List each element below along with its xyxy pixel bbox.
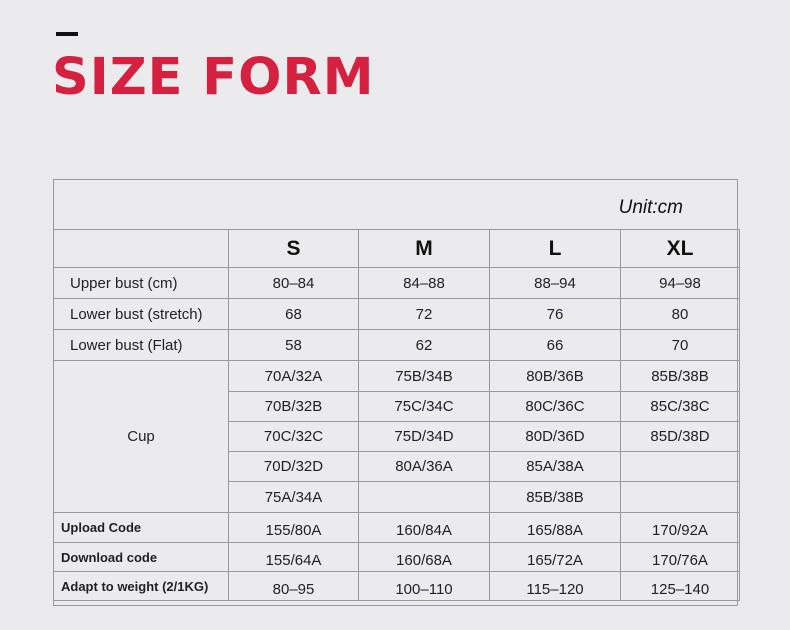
table-row	[54, 572, 740, 601]
table-row	[54, 513, 740, 543]
table-cell: 58	[229, 330, 359, 361]
table-cell: 165/88A	[490, 513, 621, 543]
table-cell: 75A/34A	[229, 482, 359, 513]
table-cell	[621, 482, 740, 513]
row-label-download-code: Download code	[54, 543, 229, 572]
row-label-lower-bust-stretch: Lower bust (stretch)	[54, 299, 229, 330]
table-cell: 70C/32C	[229, 422, 359, 452]
unit-label: Unit:cm	[618, 197, 683, 218]
row-label-adapt-weight: Adapt to weight (2/1KG)	[54, 572, 229, 601]
table-cell: 155/80A	[229, 513, 359, 543]
table-cell: 85C/38C	[621, 392, 740, 422]
size-s-header: S	[229, 230, 359, 268]
table-row	[54, 268, 740, 299]
table-cell: 94–98	[621, 268, 740, 299]
table-cell: 155/64A	[229, 543, 359, 572]
table-cell: 80C/36C	[490, 392, 621, 422]
table-cell: 170/92A	[621, 513, 740, 543]
table-cell: 80–84	[229, 268, 359, 299]
table-cell: 100–110	[359, 572, 490, 601]
unit-row	[54, 180, 737, 230]
page-title: SIZE FORM	[52, 48, 375, 107]
size-m-header: M	[359, 230, 490, 268]
table-row	[54, 299, 740, 330]
row-label-cup: Cup	[54, 361, 229, 513]
table-cell: 125–140	[621, 572, 740, 601]
table-cell: 62	[359, 330, 490, 361]
table-row	[54, 361, 740, 392]
table-cell: 70B/32B	[229, 392, 359, 422]
size-xl-header: XL	[621, 230, 740, 268]
table-cell: 84–88	[359, 268, 490, 299]
table-cell: 160/84A	[359, 513, 490, 543]
table-cell	[359, 482, 490, 513]
table-cell: 70A/32A	[229, 361, 359, 392]
table-cell: 80A/36A	[359, 452, 490, 482]
size-header-row	[54, 230, 740, 268]
table-cell: 75C/34C	[359, 392, 490, 422]
table-cell: 85B/38B	[621, 361, 740, 392]
table-cell: 80	[621, 299, 740, 330]
table-cell: 85B/38B	[490, 482, 621, 513]
table-cell	[621, 452, 740, 482]
table-cell: 70D/32D	[229, 452, 359, 482]
table-cell: 115–120	[490, 572, 621, 601]
table-cell: 160/68A	[359, 543, 490, 572]
size-table-frame	[53, 179, 738, 606]
size-l-header: L	[490, 230, 621, 268]
table-cell: 80B/36B	[490, 361, 621, 392]
table-cell: 170/76A	[621, 543, 740, 572]
size-table	[53, 229, 740, 601]
table-cell: 165/72A	[490, 543, 621, 572]
table-cell: 80D/36D	[490, 422, 621, 452]
table-cell: 70	[621, 330, 740, 361]
table-cell: 85A/38A	[490, 452, 621, 482]
table-cell: 66	[490, 330, 621, 361]
row-label-upload-code: Upload Code	[54, 513, 229, 543]
table-cell: 72	[359, 299, 490, 330]
table-cell: 68	[229, 299, 359, 330]
table-cell: 85D/38D	[621, 422, 740, 452]
table-row	[54, 330, 740, 361]
table-row	[54, 543, 740, 572]
row-label-upper-bust: Upper bust (cm)	[54, 268, 229, 299]
header-blank-cell	[54, 230, 229, 268]
title-dash	[56, 32, 78, 36]
row-label-lower-bust-flat: Lower bust (Flat)	[54, 330, 229, 361]
table-cell: 76	[490, 299, 621, 330]
table-cell: 75B/34B	[359, 361, 490, 392]
table-cell: 75D/34D	[359, 422, 490, 452]
table-cell: 88–94	[490, 268, 621, 299]
table-cell: 80–95	[229, 572, 359, 601]
